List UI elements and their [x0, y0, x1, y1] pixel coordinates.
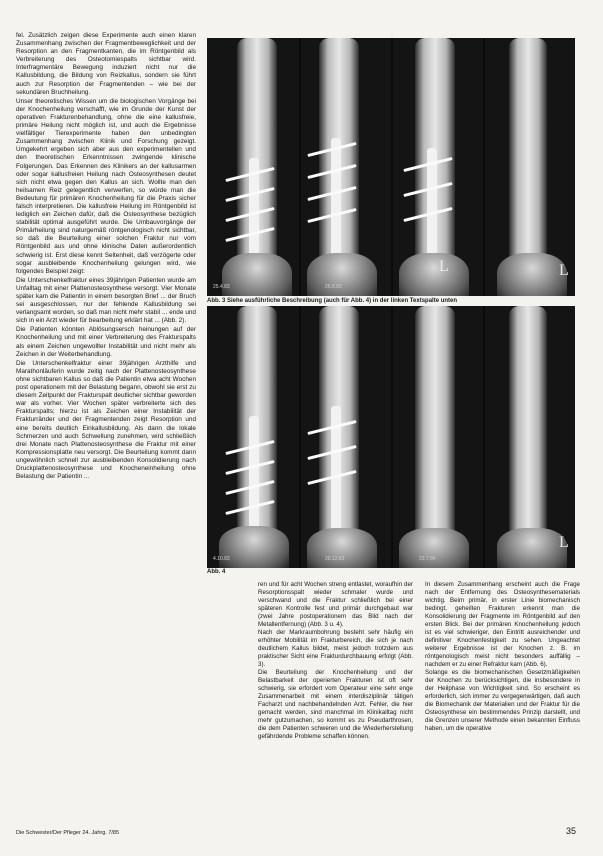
bone-plate — [331, 138, 341, 268]
paragraph: Die Patienten könnten Ablösungsersch heinungen auf der Knochenheilung und mit einer Verbreiterung des Frakturspalts als einem Zeichen ungewollter Instabilität und nicht mehr als Zeichen in der Weiterbehandlung. — [16, 326, 196, 358]
ankle — [307, 253, 377, 296]
ankle — [399, 528, 469, 568]
xray-date-label: 20.12.83 — [325, 556, 345, 562]
tibia-bone — [509, 306, 547, 541]
left-text-column — [16, 32, 196, 822]
journal-footer: Die Schwester/Der Pfleger 24. Jahrg. 7/85 — [16, 830, 120, 836]
ankle — [497, 528, 567, 568]
tibia-bone — [509, 38, 547, 268]
ankle — [399, 253, 469, 296]
bone-plate — [249, 416, 259, 531]
paragraph: Unser theoretisches Wissen um die biologischen Vorgänge bei der Knochenheilung verschafft, wie im Grunde der Kunst der operativen Frakturenbehandlung, ohne die eine kallusfreie, primäre Heilung nicht möglich ist, und auch die Ergebnisse vielfältiger Tierexperimente haben den unbedingten Zusammenhang zwischen Klinik und Forschung gezeigt. Umgekehrt ergeben sich aber aus den experimentellen und den theoretischen Erkenntnissen zwingende klinische Folgerungen. Das Erkennen des Klinikers an der kallusarmen oder sogar kallusfreien Heilung nach Osteosynthesen deutet sich nicht etwa gegen den Kallus an sich. Wollte man den heilsamen Reiz gelegentlich verwerfen, so würde man die Bedeutung für primären Knochenheilung für die Praxis sicher falsch interpretieren. Die kallusfreie Heilung im Röntgenbild ist lediglich ein Zeichen dafür, daß die Osteosynthese bezüglich stabilität optimal ausgeführt wurde. Die Umbauvorgänge der Primärheilung sind naturgemäß röntgenologisch nicht sichtbar, so daß die Beurteilung einer solchen Fraktur nur vom Röntgenbild aus und ohne klinische Daten außerordentlich schwierig ist. Erst diese kennt Seltenheit, daß verzögerte oder sogar ausbleibende Knochenheilung gelungen wird, wie folgendes Beispiel zeigt: — [16, 97, 196, 275]
ankle — [222, 253, 292, 296]
ankle — [307, 528, 377, 568]
xray-date-label: 23.7.84 — [419, 556, 436, 562]
figure-3-xray — [207, 38, 575, 296]
panel-divider — [483, 306, 485, 568]
figure-3-caption: Abb. 3 Siehe ausführliche Beschreibung (auch für Abb. 4) in der linken Textspalte unten — [207, 298, 458, 304]
bone-plate — [427, 148, 437, 268]
panel-divider — [299, 306, 301, 568]
paragraph: Die Unterschenkelfraktur einer 39jährigen Arzthilfe und Marathonläuferin wurde zeitig nach der Plattenosteosynthese ohne sichtbaren Kallus so daß die Patientin etwa acht Wochen post operationem mit der Belastung begann, obwohl sie erst zu diesem Zeitpunkt der Frakturspalt deutlicher sichtbar geworden war als vorher. Vier Wochen später verbreiterte sich des Frakturspalts; hierzu ist als Zeichen einer Instabilität der Frakturränder und der Fragmentenden zeigt Resorption und eine bereits deutlich Einkallusbildung. Als dann die lokale Schmerzen und auch Schwellung zunehmen, wird schließlich drei Monate nach Plattenosteosynthese die Fraktur mit einer Kompressionsplatte neu versorgt. Die Beurteilung kommt dann ungewöhnlich schnell zur ausbleibenden Konsolidierung nach Druckplattenosteosynthese und Knocheneinheilung ohne Belastung der Patientin ... — [16, 359, 196, 481]
panel-divider — [391, 306, 393, 568]
page-number: 35 — [566, 826, 577, 836]
panel-divider — [483, 38, 485, 296]
tibia-bone — [415, 306, 455, 541]
panel-letter: L — [559, 534, 569, 551]
paragraph: fel. Zusätzlich zeigen diese Experimente auch einen klaren Zusammenhang zwischen der Fragmentbeweglichkeit und der Resorption an den Fragmentkanten, die im Röntgenbild als Verbreiterung des Osteotomiespalts sichtbar wird. Interfragmentäre Bewegung induziert nicht nur die Kallusbildung, die Bildung von Reizkallus, sondern sie führt auch zur Resorption der Fragmentenden – wie bei der sekundären Bruchheilung. — [16, 32, 196, 96]
figure-4-xray — [207, 306, 575, 568]
panel-letter: L — [439, 258, 449, 275]
panel-letter: L — [559, 262, 569, 279]
ankle — [497, 253, 567, 296]
right-text-column: In diesem Zusammenhang erscheint auch die Frage nach der Entfernung des Osteosynthesematerials wichtig. Beim primär, in erster Linie biomechanisch bedingt, geheilten Frakturen erkennt man die Konsolidierung der Fragmente im Röntgenbild auf den ersten Blick. Bei der primären Knochenheilung jedoch ist es viel schwieriger, den Eintritt ausreichender und definitiver Knochenfestigkeit zu sehen. Ungeachtet weiterer Ergebnisse ist der Knochen z. B. im röntgenologisch meist nicht besonders auffällig – nachdem er zu einer Refraktur kam (Abb. 6). Solange es die biomechanischen Gesetzmäßigkeiten der Knochen zu berücksichtigen, die insbesondere in der Heilphase von Wichtigkeit sind. So erscheint es erforderlich, sich immer zu vergegenwärtigen, daß auch die Biomechanik der Materialien und der Fraktur für die Osteosynthese ein bestimmendes Prinzip darstellt, und die Grenzen unserer Methode einen bekannten Einfluss haben, um die operative — [425, 581, 580, 732]
middle-text-column: ren und für acht Wochen streng entlastet, woraufhin der Resorptionsspalt wieder schmaler wurde und verschwand und die Fraktur schließlich bei einer späteren Kontrolle fest und primär durchgebaut war (zwei Jahre postoperationem das Bild nach der Metallentfernung) (Abb. 3 u. 4). Nach der Markraumbohrung besteht sehr häufig ein erhöhter Mobilität im Frakturbereich, die sich je nach deutlichem Kallus bildet, meist jedoch trotzdem aus praktischer Sicht eine Frakturdurchbauung erfolgt (Abb. 3). Die Beurteilung der Knochenheilung und der Belastbarkeit der operierten Frakturen ist oft sehr schwierig, sie erfordert vom Operateur eine sehr enge Zusammenarbeit mit einem interdisziplinär tätigen Facharzt und nachbehandelnden Arzt. Fehler, die hier gemacht werden, sind manchmal im Klinikalltag nicht mehr gutzumachen, so kommt es zu Pseudarthrosen, die dem Patienten schweren und die Wiederherstellung gefährdende Probleme schaffen können. — [258, 581, 413, 740]
figure-4-caption: Abb. 4 — [207, 569, 226, 575]
xray-date-label: 25.4.83 — [213, 284, 230, 290]
panel-divider — [299, 38, 301, 296]
paragraph: Die Unterschenkelfraktur eines 39jährigen Patienten wurde am Unfalltag mit einer Plattenosteosynthese versorgt. Vier Monate später kam die Patientin in einem besorgten Brief ... der Bruch sei ausgeschlossen, nur der fehlende Kallusbildung sei verlangsamt worden, so daß man nicht mehr stabil ... ende und sich in ein Arzt wieder für bearbeitung erklärt hat ... (Abb. 2). — [16, 276, 196, 325]
panel-divider — [391, 38, 393, 296]
xray-date-label: 25.8.83 — [325, 284, 342, 290]
xray-date-label: 4.10.83 — [213, 556, 230, 562]
